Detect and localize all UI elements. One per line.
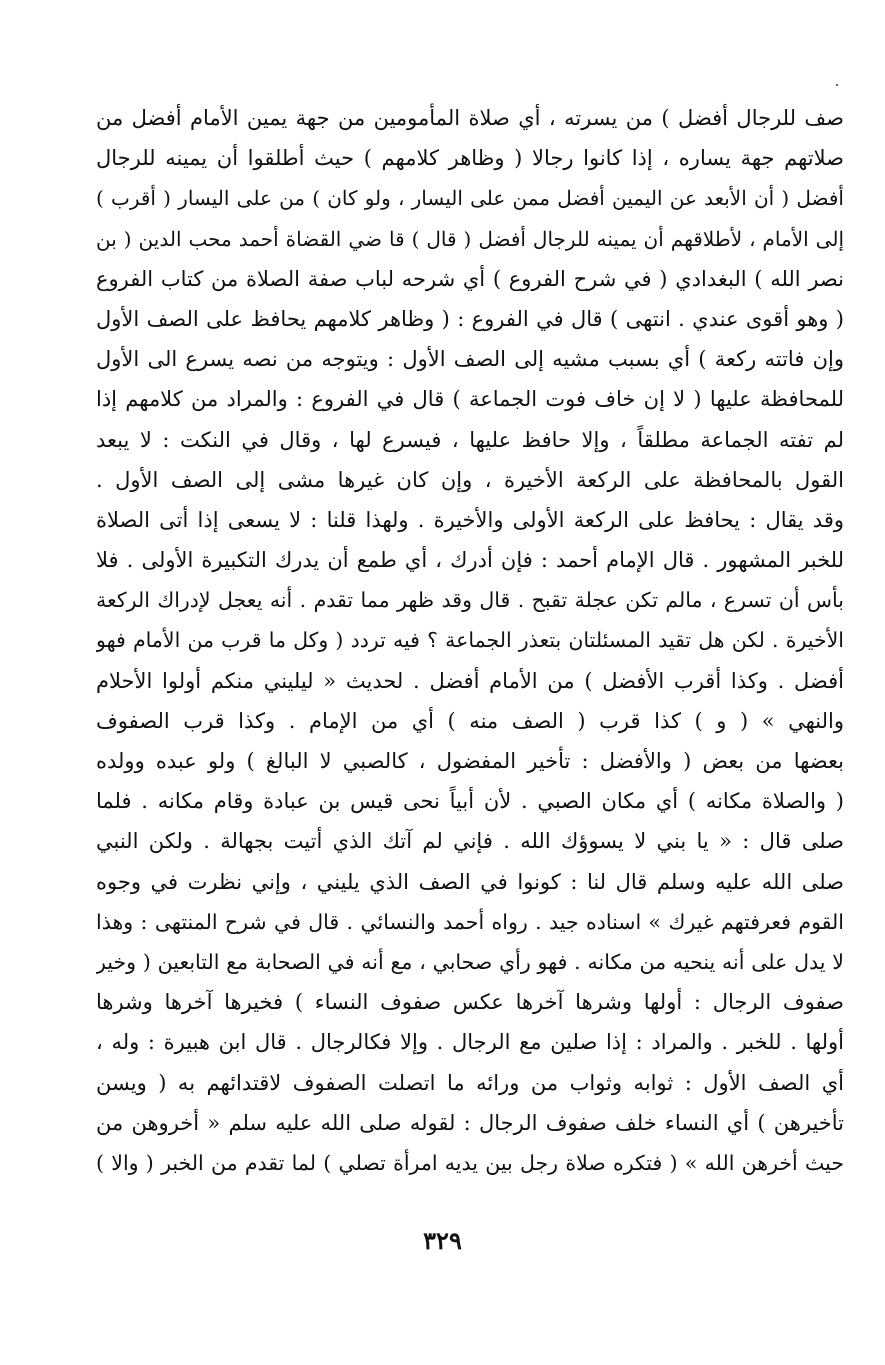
text-line: صلى قال : « يا بني لا يسوؤك الله . فإني لم آتك الذي أتيت بجهالة . ولكن النبي xyxy=(96,829,844,854)
text-line: للخبر المشهور . قال الإمام أحمد : فإن أدرك ، أي طمع أن يدرك التكبيرة الأولى . فلا xyxy=(96,548,844,573)
text-line: إلى الأمام ، لأطلاقهم أن يمينه للرجال أفضل ( قال ) قا ضي القضاة أحمد محب الدين ( بن xyxy=(96,226,844,251)
text-line: لم تفته الجماعة مطلقاً ، وإلا حافظ عليها ، فيسرع لها ، وقال في النكت : لا يبعد xyxy=(96,427,844,452)
page-number: ٣٢٩ xyxy=(423,1226,462,1255)
text-line: أفضل . وكذا أقرب الأفضل ) من الأمام أفضل . لحديث « ليليني منكم أولوا الأحلام xyxy=(96,668,844,693)
text-line: الأخيرة . لكن هل تقيد المسئلتان بتعذر الجماعة ؟ فيه تردد ( وكل ما قرب من الأمام فهو xyxy=(96,628,844,653)
text-line: للمحافظة عليها ( لا إن خاف فوت الجماعة ) قال في الفروع : والمراد من كلامهم إذا xyxy=(96,387,844,412)
text-line: والنهي » ( و ) كذا قرب ( الصف منه ) أي من الإمام . وكذا قرب الصفوف xyxy=(96,708,844,733)
text-line: ( وهو أقوى عندي . انتهى ) قال في الفروع : ( وظاهر كلامهم يحافظ على الصف الأول xyxy=(96,306,844,331)
text-line: تأخيرهن ) أي النساء خلف صفوف الرجال : لقوله صلى الله عليه سلم « أخروهن من xyxy=(96,1110,844,1135)
text-line: صلى الله عليه وسلم قال لنا : كونوا في الصف الذي يليني ، وإني نظرت في وجوه xyxy=(96,869,844,894)
scan-speck xyxy=(836,84,838,86)
text-line: أي الصف الأول : ثوابه وثواب من ورائه ما اتصلت الصفوف لاقتدائهم به ( ويسن xyxy=(96,1070,844,1095)
text-line: حيث أخرهن الله » ( فتكره صلاة رجل بين يديه امرأة تصلي ) لما تقدم من الخبر ( والا ) xyxy=(96,1150,844,1175)
text-line: بعضها من بعض ( والأفضل : تأخير المفضول ، كالصبي لا البالغ ) ولو عبده وولده xyxy=(96,749,844,773)
text-line: القوم فعرفتهم غيرك » اسناده جيد . رواه أحمد والنسائي . قال في شرح المنتهى : وهذا xyxy=(96,909,844,934)
text-line: بأس أن تسرع ، مالم تكن عجلة تقبح . قال وقد ظهر مما تقدم . أنه يعجل لإدراك الركعة xyxy=(96,588,844,613)
text-line: صفوف الرجال : أولها وشرها آخرها عكس صفوف النساء ) فخيرها آخرها وشرها xyxy=(96,990,844,1015)
text-line: صف للرجال أفضل ) من يسرته ، أي صلاة المأمومين من جهة يمين الأمام أفضل من xyxy=(96,106,844,130)
text-line: وقد يقال : يحافظ على الركعة الأولى والأخيرة . ولهذا قلنا : لا يسعى إذا أتى الصلاة xyxy=(96,507,844,532)
text-line: أفضل ( أن الأبعد عن اليمين أفضل ممن على اليسار ، ولو كان ) من على اليسار ( أقرب ) xyxy=(96,186,844,211)
text-line: وإن فاتته ركعة ) أي بسبب مشيه إلى الصف الأول : ويتوجه من نصه يسرع الى الأول xyxy=(96,347,844,372)
text-line: القول بالمحافظة على الركعة الأخيرة ، وإن كان غيرها مشى إلى الصف الأول . xyxy=(96,467,844,492)
text-line: ( والصلاة مكانه ) أي مكان الصبي . لأن أبياً نحى قيس بن عبادة وقام مكانه . فلما xyxy=(96,789,844,814)
text-line: أولها . للخبر . والمراد : إذا صلين مع الرجال . وإلا فكالرجال . قال ابن هبيرة : وله ، xyxy=(96,1030,844,1055)
text-line: لا يدل على أنه ينحيه من مكانه . فهو رأي صحابي ، مع أنه في الصحابة مع التابعين ( وخير xyxy=(96,949,844,974)
text-line: نصر الله ) البغدادي ( في شرح الفروع ) أي شرحه لباب صفة الصلاة من كتاب الفروع xyxy=(96,266,844,291)
main-text-block xyxy=(96,98,844,1183)
text-line: صلاتهم جهة يساره ، إذا كانوا رجالا ( وظاهر كلامهم ) حيث أطلقوا أن يمينه للرجال xyxy=(96,146,844,171)
